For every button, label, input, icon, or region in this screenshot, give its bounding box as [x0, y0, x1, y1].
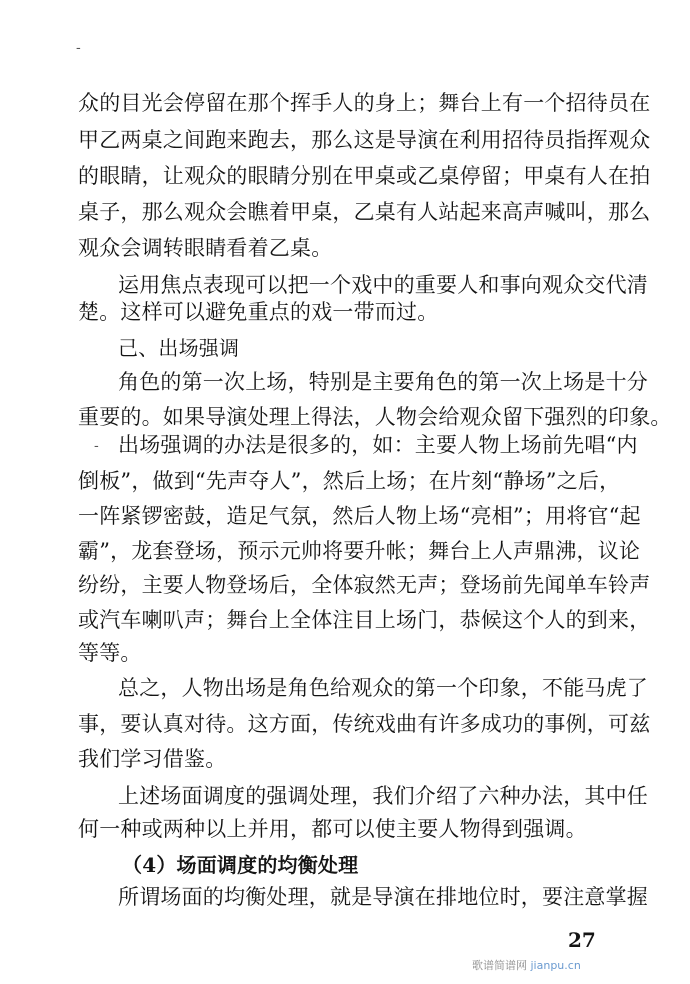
paragraph-5-line-1: 总之，人物出场是角色给观众的第一个印象，不能马虎了 [118, 676, 648, 700]
paragraph-4-line-2: 倒板”，做到“先声夺人”，然后上场；在片刻“静场”之后， [78, 469, 621, 493]
paragraph-2-line-1: 运用焦点表现可以把一个戏中的重要人和事向观众交代清 [118, 273, 648, 297]
paragraph-2-line-2: 楚。这样可以避免重点的戏一带而过。 [78, 300, 439, 324]
paragraph-1-line-2: 甲乙两桌之间跑来跑去，那么这是导演在利用招待员指挥观众 [78, 128, 651, 152]
section-heading-entrance-emphasis: 己、出场强调 [118, 336, 240, 360]
paragraph-4-line-5: 纷纷，主要人物登场后，全体寂然无声；登场前先闻单车铃声 [78, 573, 651, 597]
paragraph-1-line-5: 观众会调转眼睛看着乙桌。 [78, 236, 333, 260]
paragraph-5-line-3: 我们学习借鉴。 [78, 747, 227, 771]
page-number: 27 [568, 928, 596, 952]
paragraph-5-line-2: 事，要认真对待。这方面，传统戏曲有许多成功的事例，可兹 [78, 712, 651, 736]
paragraph-4-line-6: 或汽车喇叭声；舞台上全体注目上场门，恭候这个人的到来， [78, 608, 651, 632]
paragraph-1-line-3: 的眼睛，让观众的眼睛分别在甲桌或乙桌停留；甲桌有人在拍 [78, 164, 651, 188]
paragraph-4-line-1: 出场强调的办法是很多的，如：主要人物上场前先唱“内 [118, 433, 638, 457]
watermark-url: jianpu.cn [530, 959, 581, 972]
section-heading-balance-treatment: （4）场面调度的均衡处理 [122, 853, 359, 877]
watermark-site-name: 歌谱简谱网 [472, 959, 527, 972]
paragraph-1-line-1: 众的目光会停留在那个挥手人的身上；舞台上有一个招待员在 [78, 91, 651, 115]
paragraph-1-line-4: 桌子，那么观众会瞧着甲桌，乙桌有人站起来高声喊叫，那么 [78, 200, 651, 224]
watermark [472, 957, 581, 973]
paragraph-3-line-2: 重要的。如果导演处理上得法，人物会给观众留下强烈的印象。 [78, 405, 672, 429]
paragraph-3-line-1: 角色的第一次上场，特别是主要角色的第一次上场是十分 [118, 370, 648, 394]
paragraph-7-line-1: 所谓场面的均衡处理，就是导演在排地位时，要注意掌握 [118, 885, 648, 909]
top-margin-mark: - [76, 40, 81, 56]
stray-margin-mark: - [94, 438, 99, 454]
paragraph-6-line-2: 何一种或两种以上并用，都可以使主要人物得到强调。 [78, 817, 587, 841]
paragraph-4-line-7: 等等。 [78, 641, 142, 665]
paragraph-4-line-4: 霸”，龙套登场，预示元帅将要升帐；舞台上人声鼎沸，议论 [78, 539, 641, 563]
paragraph-4-line-3: 一阵紧锣密鼓，造足气氛，然后人物上场“亮相”；用将官“起 [78, 504, 641, 528]
paragraph-6-line-1: 上述场面调度的强调处理，我们介绍了六种办法，其中任 [118, 784, 648, 808]
